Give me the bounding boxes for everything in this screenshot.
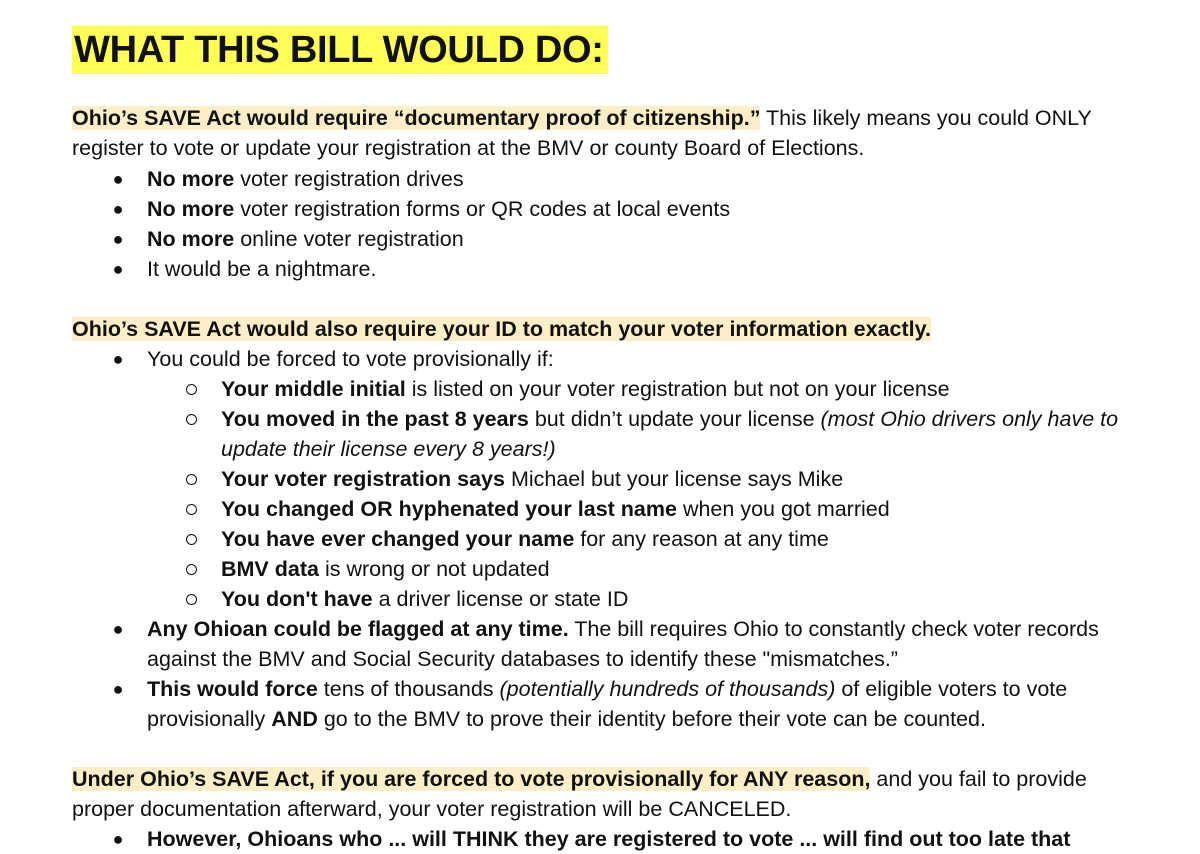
list-item	[147, 674, 1067, 704]
sub-list-item	[221, 524, 829, 554]
sub-list-item	[221, 554, 550, 584]
list-item-text: It would be a nightmare.	[147, 257, 377, 281]
sub-item-bold: Your middle initial	[221, 377, 406, 401]
list-item-bold: No more	[147, 227, 235, 251]
sub-item-bold: You have ever changed your name	[221, 527, 575, 551]
sub-item-text: is listed on your voter registration but not on your license	[405, 377, 950, 401]
list-item	[147, 224, 464, 254]
section3-intro	[72, 764, 1087, 794]
hollow-bullet-icon	[186, 384, 197, 395]
sub-list-item	[221, 404, 1118, 434]
sub-item-bold: BMV data	[221, 557, 319, 581]
sub-item-bold: Your voter registration says	[221, 467, 505, 491]
sub-item-text: Michael but your license says Mike	[504, 467, 844, 491]
list-item-text-2: go to the BMV to prove their identity before their vote can be counted.	[317, 707, 986, 731]
section2-heading	[72, 314, 931, 344]
list-item-text: voter registration drives	[234, 167, 464, 191]
list-item-line2: against the BMV and Social Security databases to identify these "mismatches.”	[147, 647, 898, 671]
sub-item-bold: You changed OR hyphenated your last name	[221, 497, 677, 521]
section3-intro-line2: proper documentation afterward, your voter registration will be CANCELED.	[72, 797, 792, 821]
sub-list-item-line2: update their license every 8 years!)	[221, 437, 556, 461]
list-item	[147, 164, 464, 194]
hollow-bullet-icon	[186, 594, 197, 605]
bullet-icon: ●	[112, 679, 124, 699]
hollow-bullet-icon	[186, 564, 197, 575]
list-item-text: online voter registration	[234, 227, 464, 251]
page-heading: WHAT THIS BILL WOULD DO:	[72, 26, 608, 74]
bullet-icon: ●	[112, 229, 124, 249]
hollow-bullet-icon	[186, 534, 197, 545]
bullet-icon: ●	[112, 829, 124, 849]
section3-intro-rest: and you fail to provide	[870, 767, 1087, 791]
list-item-text: voter registration forms or QR codes at local events	[234, 197, 731, 221]
sub-item-italic: (most Ohio drivers only have to	[820, 407, 1119, 431]
sub-item-text: but didn’t update your license	[528, 407, 821, 431]
sub-item-bold: You moved in the past 8 years	[221, 407, 529, 431]
section1-intro	[72, 103, 1092, 133]
bullet-icon: ●	[112, 259, 124, 279]
section2-heading-text: Ohio’s SAVE Act would also require your ID to match your voter information exactly.	[72, 317, 931, 341]
section1-intro-rest: This likely means you could ONLY	[760, 106, 1092, 130]
list-item-bold: Any Ohioan could be flagged at any time.	[147, 617, 569, 641]
list-item: You could be forced to vote provisionally if:	[147, 347, 554, 371]
bullet-icon: ●	[112, 169, 124, 189]
list-item-text-2: of eligible voters to vote	[835, 677, 1068, 701]
section3-intro-bold: Under Ohio’s SAVE Act, if you are forced to vote provisionally for ANY reason,	[72, 767, 871, 791]
sub-list-item	[221, 584, 628, 614]
bullet-icon: ●	[112, 349, 124, 369]
sub-list-item	[221, 494, 890, 524]
sub-item-text: is wrong or not updated	[318, 557, 550, 581]
section1-intro-line2: register to vote or update your registration at the BMV or county Board of Elections.	[72, 136, 865, 160]
bullet-icon: ●	[112, 619, 124, 639]
bullet-icon: ●	[112, 199, 124, 219]
list-item-text: provisionally	[147, 707, 272, 731]
list-item-text: The bill requires Ohio to constantly check voter records	[568, 617, 1099, 641]
sub-item-text: for any reason at any time	[574, 527, 829, 551]
list-item-bold: No more	[147, 197, 235, 221]
hollow-bullet-icon	[186, 414, 197, 425]
sub-list-item	[221, 374, 950, 404]
list-item-bold: This would force	[147, 677, 318, 701]
cut-off-line: However, Ohioans who ... will THINK they are registered to vote ... will find out too late that	[147, 827, 1071, 851]
sub-list-item	[221, 464, 843, 494]
list-item-text: tens of thousands	[317, 677, 500, 701]
sub-item-text: when you got married	[676, 497, 890, 521]
sub-item-bold: You don't have	[221, 587, 373, 611]
sub-item-text: a driver license or state ID	[372, 587, 629, 611]
list-item	[147, 254, 376, 284]
list-item	[147, 614, 1099, 644]
section1-intro-bold: Ohio’s SAVE Act would require “documentary proof of citizenship.”	[72, 106, 761, 130]
list-item-line2	[147, 704, 986, 734]
hollow-bullet-icon	[186, 474, 197, 485]
hollow-bullet-icon	[186, 504, 197, 515]
list-item-bold: No more	[147, 167, 235, 191]
list-item-italic: (potentially hundreds of thousands)	[499, 677, 836, 701]
list-item-bold: AND	[271, 707, 318, 731]
list-item	[147, 194, 730, 224]
